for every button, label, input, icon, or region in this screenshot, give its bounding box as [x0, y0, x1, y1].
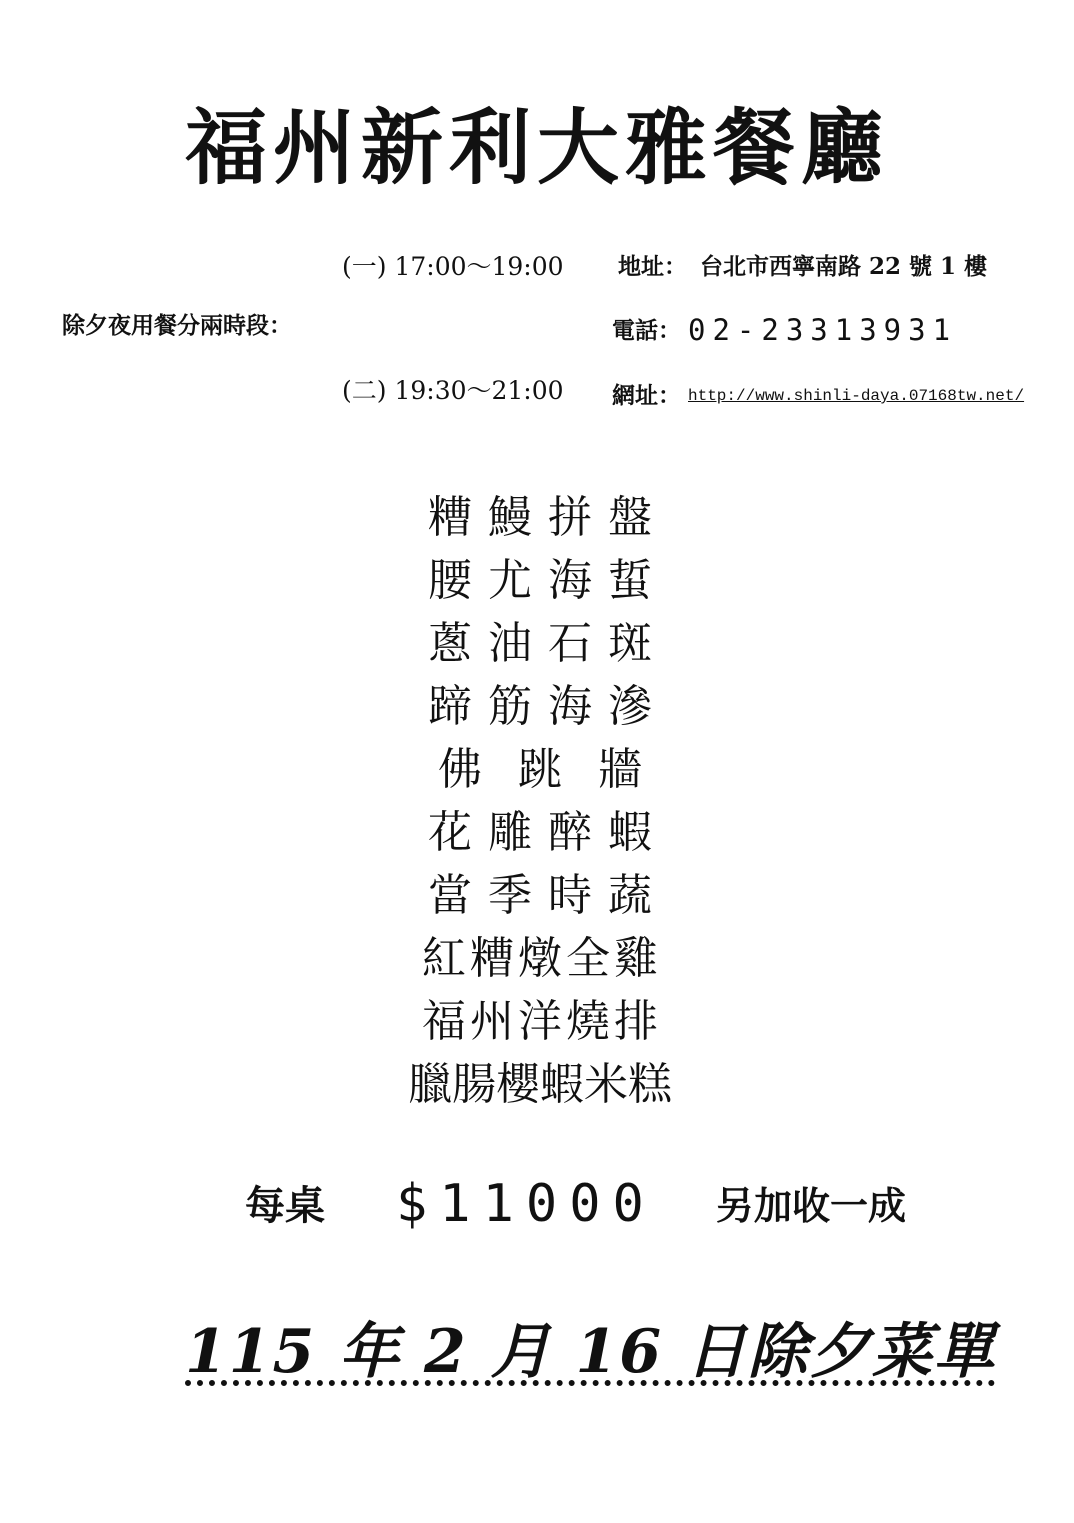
website-label: 網址： [612, 382, 681, 409]
menu-item: 花雕醉蝦 [428, 807, 668, 858]
address-label: 地址： [618, 253, 687, 280]
website-link[interactable]: http://www.shinli-daya.07168tw.net/ [688, 387, 1025, 405]
menu-list [380, 486, 700, 1116]
menu-item: 臘腸櫻蝦米糕 [408, 1059, 672, 1110]
menu-item: 佛跳牆 [438, 744, 678, 795]
dining-slot-1: (一) 17:00～19:00 [342, 252, 564, 281]
menu-item: 紅糟燉全雞 [422, 933, 662, 984]
menu-item: 當季時蔬 [428, 870, 668, 921]
phone-value: 02-23313931 [688, 313, 958, 347]
menu-item: 蔥油石斑 [428, 618, 668, 669]
address-value: 台北市西寧南路 22 號 1 樓 [700, 253, 988, 280]
dining-times-label: 除夕夜用餐分兩時段： [62, 312, 292, 339]
price-label: 每桌 [245, 1182, 325, 1229]
service-charge-note: 另加收一成 [716, 1183, 907, 1228]
menu-item: 糟鰻拼盤 [428, 492, 668, 543]
dining-slot-2: (二) 19:30～21:00 [342, 376, 564, 405]
menu-date-caption: 115 年 2 月 16 日除夕菜單 [185, 1317, 996, 1387]
phone-label: 電話： [612, 317, 681, 344]
restaurant-name: 福州新利大雅餐廳 [184, 100, 889, 196]
menu-item: 福州洋燒排 [422, 996, 662, 1047]
menu-item: 蹄筋海滲 [428, 681, 668, 732]
price-value: $11000 [396, 1174, 656, 1234]
menu-item: 腰尤海蜇 [428, 555, 668, 606]
